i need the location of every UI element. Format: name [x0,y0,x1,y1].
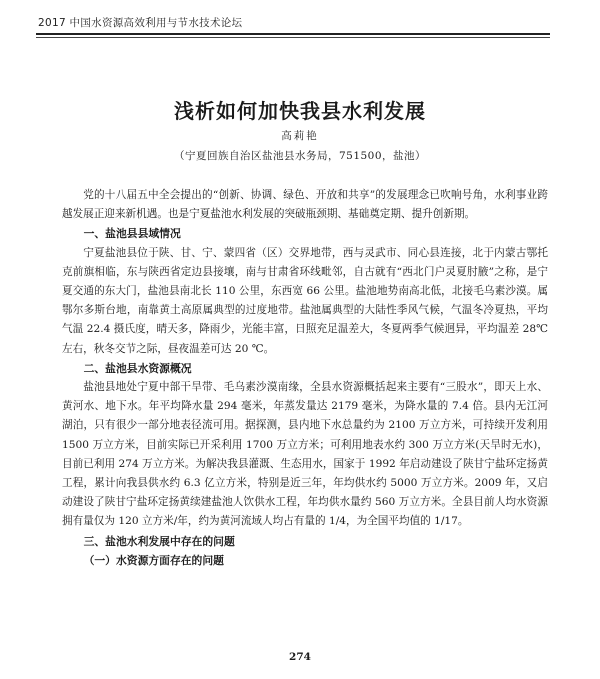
intro-paragraph: 党的十八届五中全会提出的“创新、协调、绿色、开放和共享”的发展理念已吹响号角，水利事业跨越发展正迎来新机遇。也是宁夏盐池水利发展的突破瓶颈期、基础奠定期、提升创新期。 [62,189,548,221]
header-rule-secondary [36,37,550,38]
page-number: 274 [289,651,311,663]
running-header: 2017 中国水资源高效利用与节水技术论坛 [38,17,243,29]
header-rule [36,33,550,35]
county-overview-paragraph: 宁夏盐池县位于陕、甘、宁、蒙四省（区）交界地带，西与灵武市、同心县连接，北于内蒙古鄂托克前旗相临，东与陕西省定边县接壤，南与甘肃省环线毗邻，自古就有“西北门户灵夏肘腋”之称，是宁夏交通的东大门，盐池县南北长 110 公里，东西宽 66 公里。盐池地势南高北低，北接毛乌素沙漠。属鄂尔多斯台地，南靠黄土高原属典型的过度地带。盐池属典型的大陆性季风气候，气温冬冷夏热，平均气温 22.4 摄氏度，晴天多，降雨少，光能丰富，日照充足温差大，冬夏两季气候迥异，平均温差 28℃左右，秋冬交节之际，昼夜温差可达 20 ℃。 [62,246,548,355]
section-heading-problems: 三、盐池水利发展中存在的问题 [83,534,235,548]
article-title: 浅析如何加快我县水利发展 [174,99,426,123]
section-heading-county-overview: 一、盐池县县域情况 [83,227,181,241]
water-resources-paragraph: 盐池县地处宁夏中部干旱带、毛乌素沙漠南缘，全县水资源概括起来主要有“三股水”，即天上水、黄河水、地下水。年平均降水量 294 毫米，年蒸发量达 2179 毫米，为降水量的 7.4 倍。县内无江河湖泊，只有很少一部分地表径流可用。据探测，县内地下水总量约为 2100 万立方米，可持续开发利用 1500 万立方米，目前实际已开采利用 1700 万立方米；可利用地表水约 300 万立方米(天旱时无水)，目前已利用 274 万立方米。为解决我县灌溉、生态用水，国家于 1992 年启动建设了陕甘宁盐环定扬黄工程，累计向我县供水约 6.3 亿立方米，特别是近三年，年均供水约 5000 万立方米。2009 年，又启动建设了陕甘宁盐环定扬黄续建盐池人饮供水工程，年均供水量约 560 万立方米。全县目前人均水资源拥有量仅为 120 立方米/年，约为黄河流域人均占有量的 1/4，为全国平均值的 1/17。 [62,381,548,528]
author-affiliation: （宁夏回族自治区盐池县水务局，751500，盐池） [173,150,427,162]
author-name: 高莉艳 [281,130,319,142]
section-heading-water-resources: 二、盐池县水资源概况 [83,361,192,375]
subsection-heading-water-resource-problems: （一）水资源方面存在的问题 [83,553,224,567]
article-body [62,186,548,570]
